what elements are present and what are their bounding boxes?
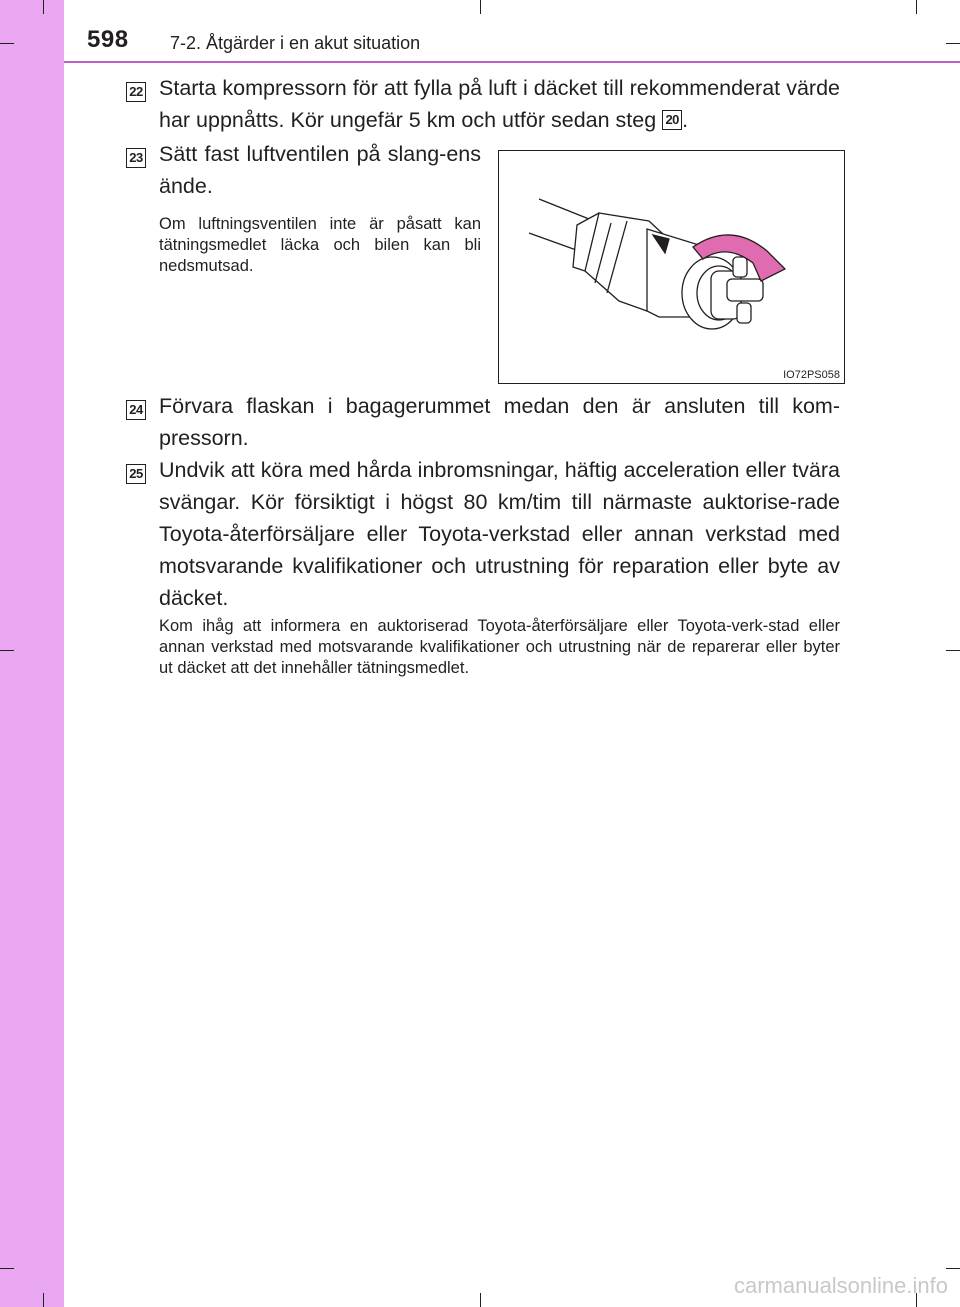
- crop-mark: [946, 1268, 960, 1269]
- step-22-text: Starta kompressorn för att fylla på luft i däcket till rekommenderat värde har uppnåtts. Kör ungefär 5 km och utför sedan steg 20 .: [159, 76, 840, 132]
- watermark: carmanualsonline.info: [733, 1273, 948, 1298]
- crop-mark: [916, 0, 917, 14]
- figure-code: IO72PS058: [783, 369, 840, 381]
- chapter-sidebar: [0, 0, 64, 1307]
- step-badge-23: 23: [126, 148, 146, 168]
- crop-mark: [43, 0, 44, 14]
- crop-mark: [43, 1293, 44, 1307]
- valve-figure: [498, 150, 845, 384]
- crop-mark: [0, 1268, 14, 1269]
- step-25-text: Undvik att köra med hårda inbromsningar, häftig acceleration eller tvära svängar. Kör försiktigt i högst 80 km/tim till närmaste auktorise-rade Toyota-återförsäljare eller Toyota-verkstad eller annan verkstad med motsvarande kvalifikationer och utrustning för reparation eller byte av däcket.: [159, 458, 840, 610]
- step-badge-24: 24: [126, 400, 146, 420]
- step-25-note: Kom ihåg att informera en auktoriserad Toyota-återförsäljare eller Toyota-verk-stad eller annan verkstad med motsvarande kvalifikationer och utrustning när de reparerar eller byter ut däcket att det innehåller tätningsmedlet.: [159, 617, 840, 677]
- step-ref-badge: 20: [662, 110, 682, 130]
- crop-mark: [946, 43, 960, 44]
- step-badge-25: 25: [126, 464, 146, 484]
- crop-mark: [480, 1293, 481, 1307]
- valve-illustration: [499, 151, 844, 383]
- crop-mark: [0, 43, 14, 44]
- crop-mark: [946, 650, 960, 651]
- step-badge-22: 22: [126, 82, 146, 102]
- page-number: 598: [87, 26, 129, 53]
- crop-mark: [0, 650, 14, 651]
- step-23-text: Sätt fast luftventilen på slang-ens ände.: [159, 142, 481, 198]
- step-24-text: Förvara flaskan i bagagerummet medan den är ansluten till kom-pressorn.: [159, 394, 840, 450]
- header-rule: [64, 61, 960, 63]
- valve-cap-icon: [682, 257, 763, 329]
- step-23-note: Om luftningsventilen inte är påsatt kan tätningsmedlet läcka och bilen kan bli nedsmutsad.: [159, 215, 481, 275]
- crop-mark: [480, 0, 481, 14]
- section-title: 7-2. Åtgärder i en akut situation: [170, 33, 421, 53]
